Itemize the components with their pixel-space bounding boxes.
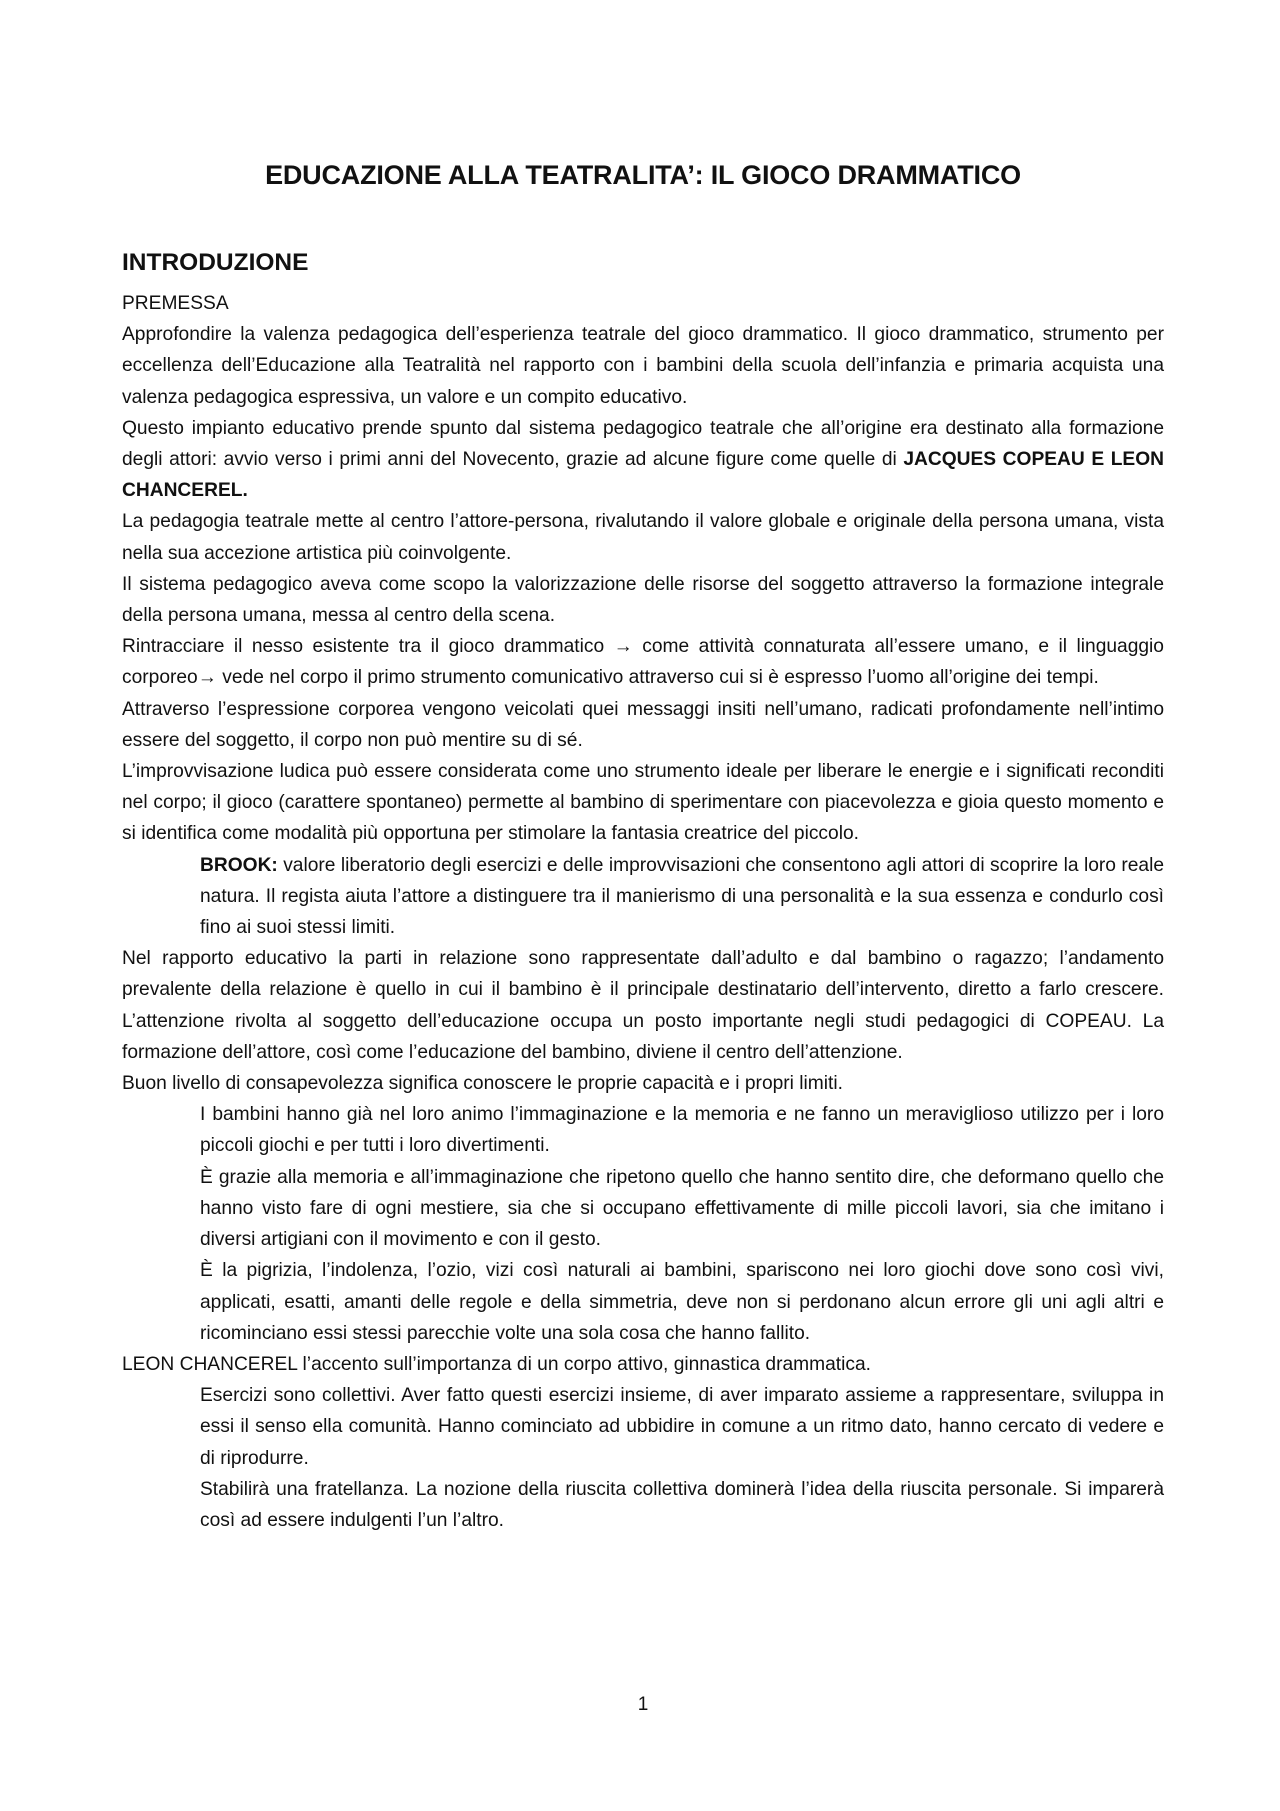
section-heading: INTRODUZIONE: [122, 249, 309, 276]
indented-paragraph: Stabilirà una fratellanza. La nozione della riuscita collettiva dominerà l’idea della riuscita personale. Si imparerà così ad essere indulgenti l’un l’altro.: [200, 1478, 1164, 1531]
arrow-right-icon: →: [197, 667, 217, 689]
page-number: 1: [637, 1694, 649, 1715]
document-title: EDUCAZIONE ALLA TEATRALITA’: IL GIOCO DRAMMATICO: [265, 160, 1021, 190]
arrow-right-icon: →: [613, 636, 633, 658]
paragraph: LEON CHANCEREL l’accento sull’importanza di un corpo attivo, ginnastica drammatica.: [122, 1353, 871, 1375]
paragraph: Buon livello di consapevolezza significa conoscere le proprie capacità e i propri limiti.: [122, 1073, 843, 1095]
subheading-premessa: PREMESSA: [122, 293, 229, 314]
paragraph: [122, 413, 1164, 507]
document-body: [122, 288, 1164, 1536]
paragraph: Attraverso l’espressione corporea vengono veicolati quei messaggi insiti nell’umano, radicati profondamente nell’intimo essere del soggetto, il corpo non può mentire su di sé.: [122, 698, 1164, 751]
paragraph-bold-names: JACQUES COPEAU E LEON CHANCEREL.: [122, 449, 1165, 502]
document-page: [122, 0, 1164, 1811]
indented-paragraph: [200, 850, 1164, 944]
paragraph: Il sistema pedagogico aveva come scopo la valorizzazione delle risorse del soggetto attraverso la formazione integrale della persona umana, messa al centro della scena.: [122, 573, 1164, 627]
indented-paragraph: È grazie alla memoria e all’immaginazione che ripetono quello che hanno sentito dire, che deformano quello che hanno visto fare di ogni mestiere, sia che si occupano effettivamente di mille piccoli lavori, sia che imitano i diversi artigiani con il movimento e con il gesto.: [200, 1166, 1164, 1251]
paragraph: Nel rapporto educativo la parti in relazione sono rappresentate dall’adulto e dal bambino o ragazzo; l’andamento prevalente della relazione è quello in cui il bambino è il principale destinatario dell’intervento, diretto a farlo crescere. L’attenzione rivolta al soggetto dell’educazione occupa un posto importante negli studi pedagogici di COPEAU. La formazione dell’attore, così come l’educazione del bambino, diviene il centro dell’attenzione.: [122, 948, 1164, 1063]
paragraph-text: Questo impianto educativo prende spunto dal sistema pedagogico teatrale che all’origine era destinato alla formazione degli attori: avvio verso i primi anni del Novecento, grazie ad alcune figure come quelle di: [122, 417, 1164, 471]
indented-paragraph: I bambini hanno già nel loro animo l’immaginazione e la memoria e ne fanno un meraviglioso utilizzo per i loro piccoli giochi e per tutti i loro divertimenti.: [200, 1104, 1164, 1157]
indented-paragraph: Esercizi sono collettivi. Aver fatto questi esercizi insieme, di aver imparato assieme a rappresentare, sviluppa in essi il senso ella comunità. Hanno cominciato ad ubbidire in comune a un ritmo dato, hanno cercato di vedere e di riprodurre.: [200, 1385, 1164, 1469]
paragraph: L’improvvisazione ludica può essere considerata come uno strumento ideale per liberare le energie e i significati reconditi nel corpo; il gioco (carattere spontaneo) permette al bambino di sperimentare con piacevolezza e gioia questo momento e si identifica come modalità più opportuna per stimolare la fantasia creatrice del piccolo.: [122, 761, 1164, 845]
paragraph-text: valore liberatorio degli esercizi e delle improvvisazioni che consentono agli attori di scoprire la loro reale natura. Il regista aiuta l’attore a distinguere tra il manierismo di una personalità e la sua essenza e condurlo così fino ai suoi stessi limiti.: [200, 854, 1164, 939]
paragraph-text: come attività connaturata all’essere umano, e il linguaggio corporeo: [122, 636, 1164, 689]
paragraph: [122, 631, 1164, 693]
indented-paragraph: È la pigrizia, l’indolenza, l’ozio, vizi così naturali ai bambini, spariscono nei loro giochi dove sono così vivi, applicati, esatti, amanti delle regole e della simmetria, deve non si perdonano alcun errore gli uni agli altri e ricominciano essi stessi parecchie volte una sola cosa che hanno fallito.: [200, 1260, 1164, 1344]
paragraph: La pedagogia teatrale mette al centro l’attore-persona, rivalutando il valore globale e originale della persona umana, vista nella sua accezione artistica più coinvolgente.: [122, 511, 1164, 564]
paragraph-text: Rintracciare il nesso esistente tra il gioco drammatico: [122, 636, 614, 658]
paragraph: Approfondire la valenza pedagogica dell’esperienza teatrale del gioco drammatico. Il gioco drammatico, strumento per eccellenza dell’Educazione alla Teatralità nel rapporto con i bambini della scuola dell’infanzia e primaria acquista una valenza pedagogica espressiva, un valore e un compito educativo.: [122, 324, 1164, 408]
paragraph-bold-label: BROOK:: [200, 854, 278, 876]
paragraph-text: vede nel corpo il primo strumento comunicativo attraverso cui si è espresso l’uomo all’origine dei tempi.: [216, 667, 1099, 689]
